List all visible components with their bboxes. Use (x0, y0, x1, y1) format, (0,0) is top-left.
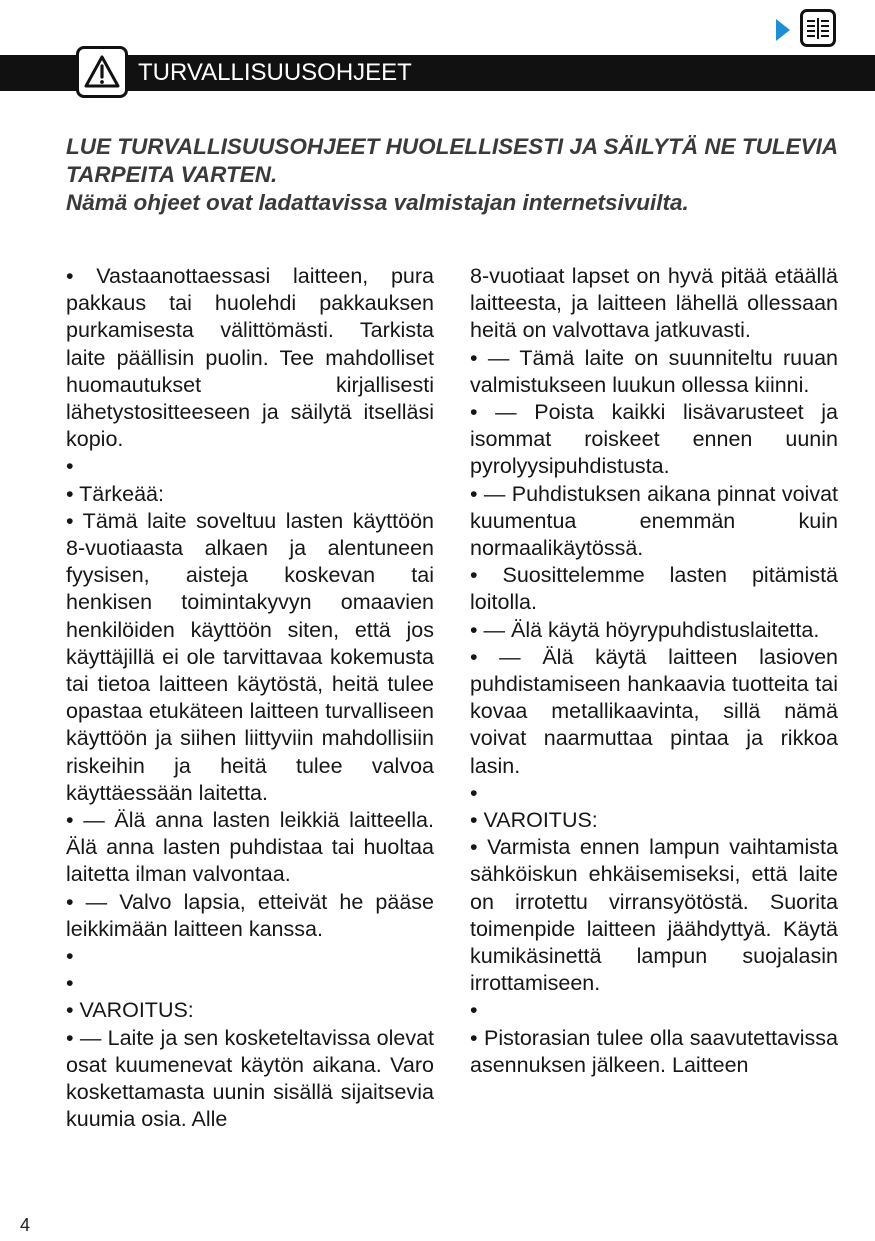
next-arrow-icon[interactable] (776, 19, 790, 41)
paragraph: • — Tämä laite on suunniteltu ruuan valmistukseen luukun ollessa kiinni. (470, 345, 838, 397)
paragraph: • (66, 454, 74, 479)
paragraph: • Varmista ennen lampun vaihtamista sähköiskun ehkäisemiseksi, että laite on irrotettu virransyötöstä. Suorita toimenpide laitteen jäähdyttyä. Käytä kumikäsinettä lampun suojalasin irrottamiseen. (470, 835, 838, 996)
intro-notice (66, 133, 840, 217)
section-title: TURVALLISUUSOHJEET (138, 59, 412, 86)
paragraph: • — Älä käytä höyrypuhdistuslaitetta. (470, 617, 820, 642)
paragraph: • — Valvo lapsia, etteivät he pääse leikkimään laitteen kanssa. (66, 889, 434, 941)
page-number: 4 (20, 1215, 31, 1235)
paragraph: 8-vuotiaat lapset on hyvä pitää etäällä laitteesta, ja laitteen lähellä ollessaan heitä on valvottava jatkuvasti. (470, 264, 838, 343)
paragraph: • (470, 780, 478, 805)
paragraph: • Pistorasian tulee olla saavutettavissa asennuksen jälkeen. Laitteen (470, 1025, 838, 1077)
paragraph: • Tämä laite soveltuu lasten käyttöön 8-vuotiaasta alkaen ja alentuneen fyysisen, aisteja koskevan tai henkisen toimintakyvyn omaavien henkilöiden käyttöön siten, että jos käyttäjillä ei ole tarvittavaa kokemusta tai tietoa laitteen käytöstä, heitä tulee opastaa etukäteen laitteen turvalliseen käyttöön ja siihen liittyviin mahdollisiin riskeihin ja heitä tulee valvoa käyttäessään laitetta. (66, 508, 434, 805)
paragraph: • — Poista kaikki lisävarusteet ja isommat roiskeet ennen uunin pyrolyysipuhdistusta. (470, 400, 838, 479)
intro-line-2: Nämä ohjeet ovat ladattavissa valmistajan internetsivuilta. (66, 190, 689, 215)
paragraph: • Tärkeää: (66, 481, 164, 506)
paragraph: • (470, 998, 478, 1023)
paragraph: • — Älä anna lasten leikkiä laitteella. Älä anna lasten puhdistaa tai huoltaa laitetta ilman valvontaa. (66, 808, 434, 887)
paragraph: • (66, 971, 74, 996)
warning-triangle-icon (76, 46, 128, 98)
intro-line-1: LUE TURVALLISUUSOHJEET HUOLELLISESTI JA SÄILYTÄ NE TULEVIA TARPEITA VARTEN. (66, 134, 838, 187)
right-column (470, 263, 838, 1079)
paragraph: • VAROITUS: (470, 808, 598, 833)
paragraph: • (66, 944, 74, 969)
manual-book-icon[interactable] (800, 9, 836, 47)
paragraph: • VAROITUS: (66, 998, 194, 1023)
paragraph: • Suosittelemme lasten pitämistä loitolla. (470, 563, 838, 615)
paragraph: • — Laite ja sen kosketeltavissa olevat osat kuumenevat käytön aikana. Varo koskettamasta uunin sisällä sijaitsevia kuumia osia. Alle (66, 1025, 434, 1132)
left-column (66, 263, 434, 1134)
paragraph: • Vastaanottaessasi laitteen, pura pakkaus tai huolehdi pakkauksen purkamisesta välittömästi. Tarkista laite päällisin puolin. Tee mahdolliset huomautukset kirjallisesti lähetystositteeseen ja säilytä itselläsi kopio. (66, 264, 434, 452)
paragraph: • — Puhdistuksen aikana pinnat voivat kuumentua enemmän kuin normaalikäytössä. (470, 481, 838, 561)
paragraph: • — Älä käytä laitteen lasioven puhdistamiseen hankaavia tuotteita tai kovaa metallikaavinta, sillä nämä voivat naarmuttaa pintaa ja rikkoa lasin. (470, 644, 838, 778)
header-bar (0, 55, 875, 91)
